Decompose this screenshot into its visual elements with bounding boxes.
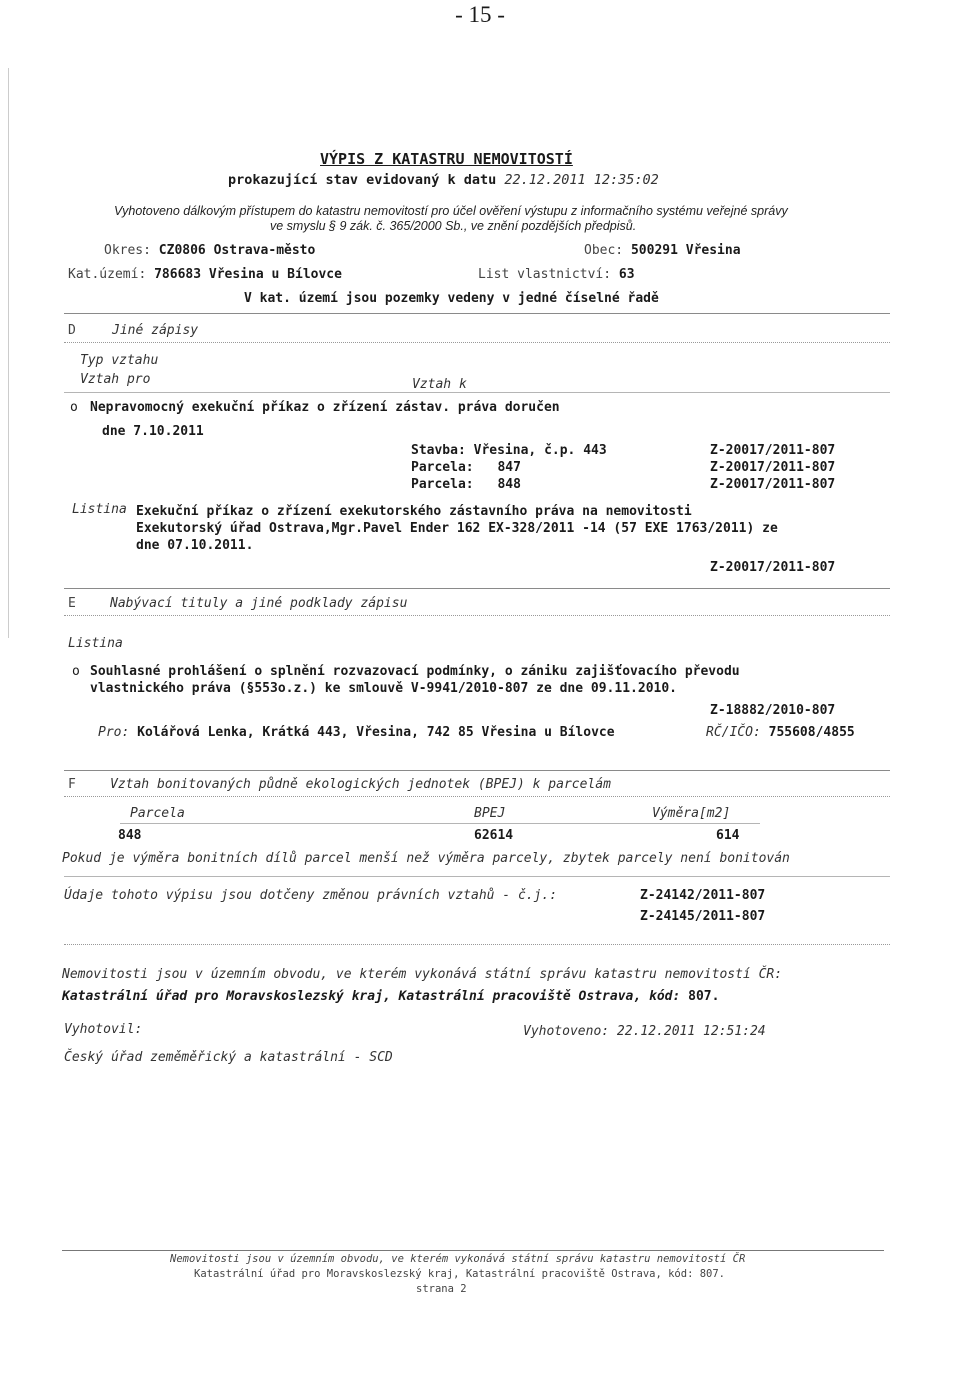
listina-ref: Z-20017/2011-807: [710, 560, 836, 575]
section-rule: [64, 588, 890, 589]
section-rule: [64, 876, 890, 877]
rc-row: [706, 725, 855, 740]
entry-bullet: o: [70, 400, 78, 415]
scan-edge: [8, 68, 9, 638]
document-title: VÝPIS Z KATASTRU NEMOVITOSTÍ: [320, 150, 573, 168]
jurisdiction-note: Nemovitosti jsou v územním obvodu, ve kterém vykonává státní správu katastru nemovitostí ČR:: [62, 967, 783, 982]
certification-note-1: Vyhotoveno dálkovým přístupem do katastru nemovitostí pro účel ověření výstupu z informačního systému veřejné správy: [114, 204, 788, 218]
okres-value: CZ0806 Ostrava-město: [158, 243, 316, 258]
table-header-rule: [64, 392, 890, 393]
office-row: [62, 989, 719, 1004]
katuzemi-row: [68, 267, 342, 282]
footer-line: Nemovitosti jsou v územním obvodu, ve kterém vykonává státní správu katastru nemovitostí ČR: [170, 1253, 746, 1265]
object-value: 848: [497, 477, 521, 492]
table-header-rule: [120, 823, 760, 824]
changes-ref: Z-24145/2011-807: [640, 909, 766, 924]
subtitle-prefix: prokazující stav evidovaný k datu: [228, 172, 497, 188]
footer-line: Katastrální úřad pro Moravskoslezský kraj, Katastrální pracoviště Ostrava, kód: 807.: [194, 1268, 726, 1280]
bpej-code: 62614: [474, 828, 514, 843]
object-row: [411, 477, 521, 492]
changes-label: Údaje tohoto výpisu jsou dotčeny změnou právních vztahů - č.j.:: [64, 888, 558, 903]
col-vymera: Výměra[m2]: [652, 806, 731, 821]
obec-label: Obec:: [584, 243, 624, 258]
parcel-series-note: V kat. území jsou pozemky vedeny v jedné číselné řadě: [244, 291, 659, 306]
obec-value: 500291 Vřesina: [630, 243, 741, 258]
entry-ref: Z-18882/2010-807: [710, 703, 836, 718]
pro-row: [98, 725, 615, 740]
object-ref: Z-20017/2011-807: [710, 460, 836, 475]
page-number: - 15 -: [455, 2, 505, 27]
katuzemi-value: 786683 Vřesina u Bílovce: [154, 267, 342, 282]
listina-label: Listina: [68, 636, 123, 651]
office-name: Katastrální úřad pro Moravskoslezský kraj, Katastrální pracoviště Ostrava, kód:: [62, 989, 681, 1004]
pro-label: Pro:: [98, 725, 130, 740]
object-ref: Z-20017/2011-807: [710, 477, 836, 492]
object-label: Parcela:: [411, 477, 474, 492]
okres-label: Okres:: [104, 243, 151, 258]
changes-ref: Z-24142/2011-807: [640, 888, 766, 903]
listina-label: Listina: [72, 502, 127, 517]
col-parcela: Parcela: [130, 806, 185, 821]
section-rule: [64, 313, 890, 314]
section-rule: [64, 944, 890, 945]
vyhotoveno-value: 22.12.2011 12:51:24: [616, 1024, 766, 1039]
col-vztah-pro: Vztah pro: [80, 372, 151, 387]
lv-value: 63: [618, 267, 635, 282]
section-f-title: Vztah bonitovaných půdně ekologických jednotek (BPEJ) k parcelám: [110, 777, 611, 792]
section-d-title: Jiné zápisy: [112, 323, 199, 338]
bpej-parcela: 848: [118, 828, 142, 843]
vyhotoveno-label: Vyhotoveno:: [523, 1024, 610, 1039]
subtitle-date: 22.12.2011 12:35:02: [504, 172, 659, 188]
lv-label: List vlastnictví:: [478, 267, 612, 282]
entry-bullet: o: [72, 664, 80, 679]
entry-line: vlastnického práva (§553o.z.) ke smlouvě V-9941/2010-807 ze dne 09.11.2010.: [90, 681, 677, 696]
entry-date: dne 7.10.2011: [102, 424, 204, 439]
object-row: [411, 460, 521, 475]
section-rule: [64, 796, 890, 797]
object-label: Parcela:: [411, 460, 474, 475]
listina-line: dne 07.10.2011.: [136, 538, 254, 553]
certification-note-2: ve smyslu § 9 zák. č. 365/2000 Sb., ve znění pozdějších předpisů.: [270, 219, 637, 233]
entry-title: Nepravomocný exekuční příkaz o zřízení zástav. práva doručen: [90, 400, 560, 415]
object-value: 847: [497, 460, 521, 475]
bpej-note: Pokud je výměra bonitních dílů parcel menší než výměra parcely, zbytek parcely není bonitován: [62, 851, 790, 866]
listina-line: Exekutorský úřad Ostrava,Mgr.Pavel Ender 162 EX-328/2011 -14 (57 EXE 1763/2011) ze: [136, 521, 778, 536]
section-e-letter: E: [68, 596, 76, 611]
obec-row: [584, 243, 741, 258]
lv-row: [478, 267, 635, 282]
footer-rule: [62, 1250, 884, 1251]
vyhotoveno-row: [523, 1024, 766, 1039]
object-ref: Z-20017/2011-807: [710, 443, 836, 458]
bpej-area: 614: [716, 828, 740, 843]
section-rule: [64, 615, 890, 616]
document-subtitle: [228, 172, 659, 188]
rc-label: RČ/IČO:: [706, 725, 761, 740]
col-typ-vztahu: Typ vztahu: [80, 353, 159, 368]
object-row: [411, 443, 607, 458]
vyhotovil-label: Vyhotovil:: [64, 1022, 143, 1037]
object-value: Vřesina, č.p. 443: [473, 443, 607, 458]
col-bpej: BPEJ: [474, 806, 506, 821]
pro-value: Kolářová Lenka, Krátká 443, Vřesina, 742 85 Vřesina u Bílovce: [137, 725, 615, 740]
object-label: Stavba:: [411, 443, 466, 458]
office-code: 807.: [688, 989, 720, 1004]
section-rule: [64, 342, 890, 343]
rc-value: 755608/4855: [768, 725, 855, 740]
col-vztah-k: Vztah k: [412, 377, 467, 392]
katuzemi-label: Kat.území:: [68, 267, 147, 282]
section-f-letter: F: [68, 777, 76, 792]
issuing-authority: Český úřad zeměměřický a katastrální - SCD: [64, 1050, 393, 1065]
okres-row: [104, 243, 315, 258]
listina-line: Exekuční příkaz o zřízení exekutorského zástavního práva na nemovitosti: [136, 504, 692, 519]
section-d-letter: D: [68, 323, 76, 338]
footer-page: strana 2: [416, 1283, 467, 1295]
entry-line: Souhlasné prohlášení o splnění rozvazovací podmínky, o zániku zajišťovacího převodu: [90, 664, 740, 679]
section-rule: [64, 770, 890, 771]
section-e-title: Nabývací tituly a jiné podklady zápisu: [110, 596, 408, 611]
